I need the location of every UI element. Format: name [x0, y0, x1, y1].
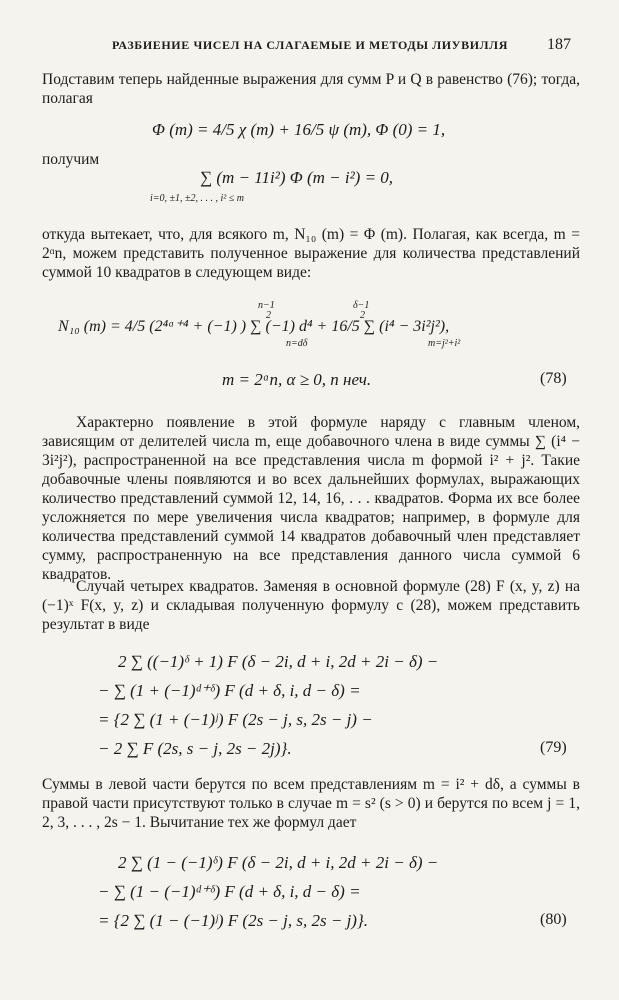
eq78-sum-index-2: m=j²+i²: [428, 338, 461, 349]
equation-79-number: (79): [540, 739, 567, 756]
equation-79-line-3: = {2 ∑ (1 + (−1)ʲ) F (2s − j, s, 2s − j) −: [98, 710, 373, 729]
equation-80-number: (80): [540, 911, 567, 928]
equation-79-line-2: − ∑ (1 + (−1)ᵈ⁺ᵟ) F (d + δ, i, d − δ) =: [98, 681, 361, 700]
equation-79-line-4: − 2 ∑ F (2s, s − j, 2s − 2j)}.: [98, 739, 292, 758]
eq78-exponent-1-num: n−1: [258, 300, 275, 311]
equation-phi-definition: Φ (m) = 4/5 χ (m) + 16/5 ψ (m), Φ (0) = 1,: [152, 120, 446, 139]
paragraph-intro: Подставим теперь найденные выражения для сумм P и Q в равенство (76); тогда, полагая: [42, 71, 580, 107]
equation-78-number: (78): [540, 370, 567, 387]
paragraph-n10: откуда вытекает, что, для всякого m, N₁₀ (m) = Φ (m). Полагая, как всегда, m = 2ᵅn, можем представить полученное выражение для количества представлений суммой 10 квадратов в следующем виде:: [42, 226, 580, 281]
equation-80-line-3: = {2 ∑ (1 − (−1)ʲ) F (2s − j, s, 2s − j)}.: [98, 911, 369, 930]
paragraph-additional-term: Характерно появление в этой формуле наряду с главным членом, зависящим от делителей числа m, еще добавочного члена в виде суммы ∑ (i⁴ − 3i²j²), распространенной на все представления числа m формой i² + j². Такие добавочные члены появляются и во всех дальнейших формулах, выражающих количество представлений суммой 12, 14, 16, . . . квадратов. Форма их все более усложняется по мере увеличения числа квадратов; например, в формуле для количества представлений суммой 14 квадратов добавочный член представляет сумму, распространенную на все представления данного числа суммой 6 квадратов.: [42, 414, 580, 583]
paragraph-four-squares: Случай четырех квадратов. Заменяя в основной формуле (28) F (x, y, z) на (−1)ˣ F(x, y, z) и складывая полученную формулу с (28), можем представить результат в виде: [42, 578, 580, 633]
equation-sum-zero: ∑ (m − 11i²) Φ (m − i²) = 0,: [200, 168, 394, 187]
eq78-exponent-2-den: 2: [360, 310, 365, 321]
running-header: [0, 36, 619, 58]
paragraph-sums-explanation: Суммы в левой части берутся по всем представлениям m = i² + dδ, а суммы в правой части присутствуют только в случае m = s² (s > 0) и берутся по всем j = 1, 2, 3, . . . , 2s − 1. Вычитание тех же формул дает: [42, 776, 580, 831]
equation-78-main: N₁₀ (m) = 4/5 (2⁴ᵅ⁺⁴ + (−1) ) ∑ (−1) d⁴ + 16/5 ∑ (i⁴ − 3i²j²),: [58, 318, 450, 335]
equation-80-line-1: 2 ∑ (1 − (−1)ᵟ) F (δ − 2i, d + i, 2d + 2i − δ) −: [118, 853, 439, 872]
running-title: РАЗБИЕНИЕ ЧИСЕЛ НА СЛАГАЕМЫЕ И МЕТОДЫ ЛИУВИЛЛЯ: [112, 38, 508, 52]
equation-79-line-1: 2 ∑ ((−1)ᵟ + 1) F (δ − 2i, d + i, 2d + 2i − δ) −: [118, 652, 439, 671]
equation-sum-zero-subscript: i=0, ±1, ±2, . . . , i² ≤ m: [150, 193, 244, 204]
word-poluchim: получим: [42, 151, 100, 168]
page-number: 187: [547, 36, 571, 53]
eq78-sum-index-1: n=dδ: [286, 338, 308, 349]
equation-78-condition: m = 2ᵅn, α ≥ 0, n неч.: [222, 370, 372, 389]
equation-80-line-2: − ∑ (1 − (−1)ᵈ⁺ᵟ) F (d + δ, i, d − δ) =: [98, 882, 361, 901]
eq78-exponent-2-num: δ−1: [353, 300, 370, 311]
eq78-exponent-1-den: 2: [266, 310, 271, 321]
